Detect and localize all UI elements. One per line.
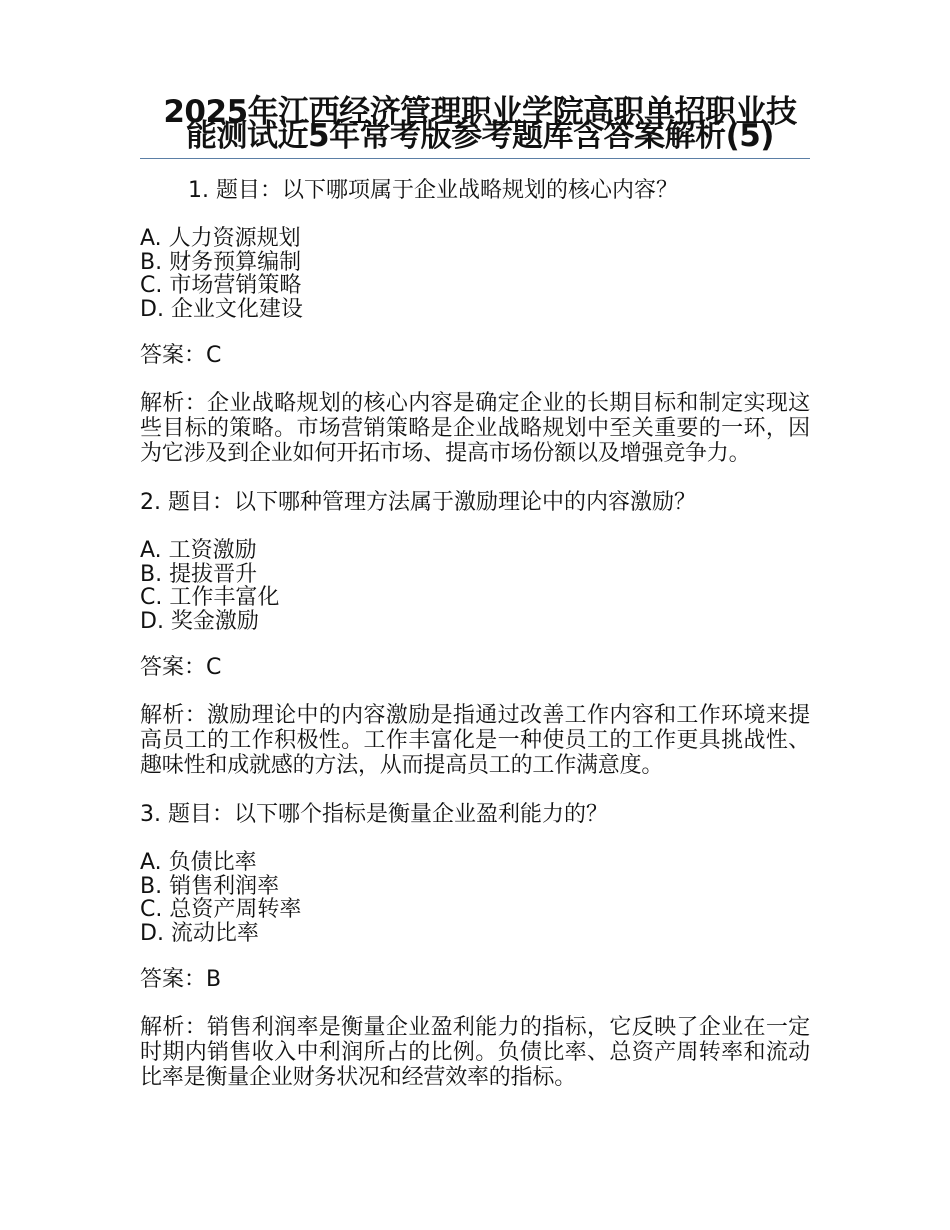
- analysis-paragraph: 解析：企业战略规划的核心内容是确定企业的长期目标和制定实现这些目标的策略。市场营销策略是企业战略规划中至关重要的一环，因为它涉及到企业如何开拓市场、提高市场份额以及增强竞争力。: [140, 391, 810, 466]
- answer-line: 答案：C: [140, 655, 222, 680]
- question-stem: 1. 题目：以下哪项属于企业战略规划的核心内容？: [188, 178, 678, 203]
- option-b: B. 销售利润率: [140, 873, 280, 899]
- answer-line: 答案：C: [140, 343, 222, 368]
- question-block-1: [140, 176, 810, 466]
- option-c: C. 总资产周转率: [140, 897, 302, 922]
- option-list: [140, 851, 810, 945]
- page-title: 2025年江西经济管理职业学院高职单招职业技能测试近5年常考版参考题库含答案解析(5): [163, 94, 797, 154]
- option-a: A. 人力资源规划: [140, 226, 301, 251]
- question-stem: 2. 题目：以下哪种管理方法属于激励理论中的内容激励？: [140, 490, 696, 515]
- option-list: [140, 227, 810, 321]
- analysis-paragraph: 解析：销售利润率是衡量企业盈利能力的指标，它反映了企业在一定时期内销售收入中利润所占的比例。负债比率、总资产周转率和流动比率是衡量企业财务状况和经营效率的指标。: [140, 1015, 810, 1090]
- option-a: A. 负债比率: [140, 850, 257, 875]
- option-a: A. 工资激励: [140, 538, 257, 563]
- question-block-2: [140, 488, 810, 778]
- option-d: D. 流动比率: [140, 920, 259, 946]
- question-stem: 3. 题目：以下哪个指标是衡量企业盈利能力的？: [140, 802, 608, 827]
- option-c: C. 工作丰富化: [140, 585, 280, 610]
- title-divider: [140, 158, 810, 159]
- option-d: D. 奖金激励: [140, 608, 259, 634]
- option-list: [140, 539, 810, 633]
- option-b: B. 提拔晋升: [140, 561, 258, 587]
- option-c: C. 市场营销策略: [140, 273, 302, 298]
- analysis-paragraph: 解析：激励理论中的内容激励是指通过改善工作内容和工作环境来提高员工的工作积极性。工作丰富化是一种使员工的工作更具挑战性、趣味性和成就感的方法，从而提高员工的工作满意度。: [140, 703, 810, 778]
- document-page: [140, 94, 810, 1090]
- answer-line: 答案：B: [140, 967, 222, 992]
- option-d: D. 企业文化建设: [140, 296, 303, 322]
- question-block-3: [140, 800, 810, 1090]
- option-b: B. 财务预算编制: [140, 249, 302, 275]
